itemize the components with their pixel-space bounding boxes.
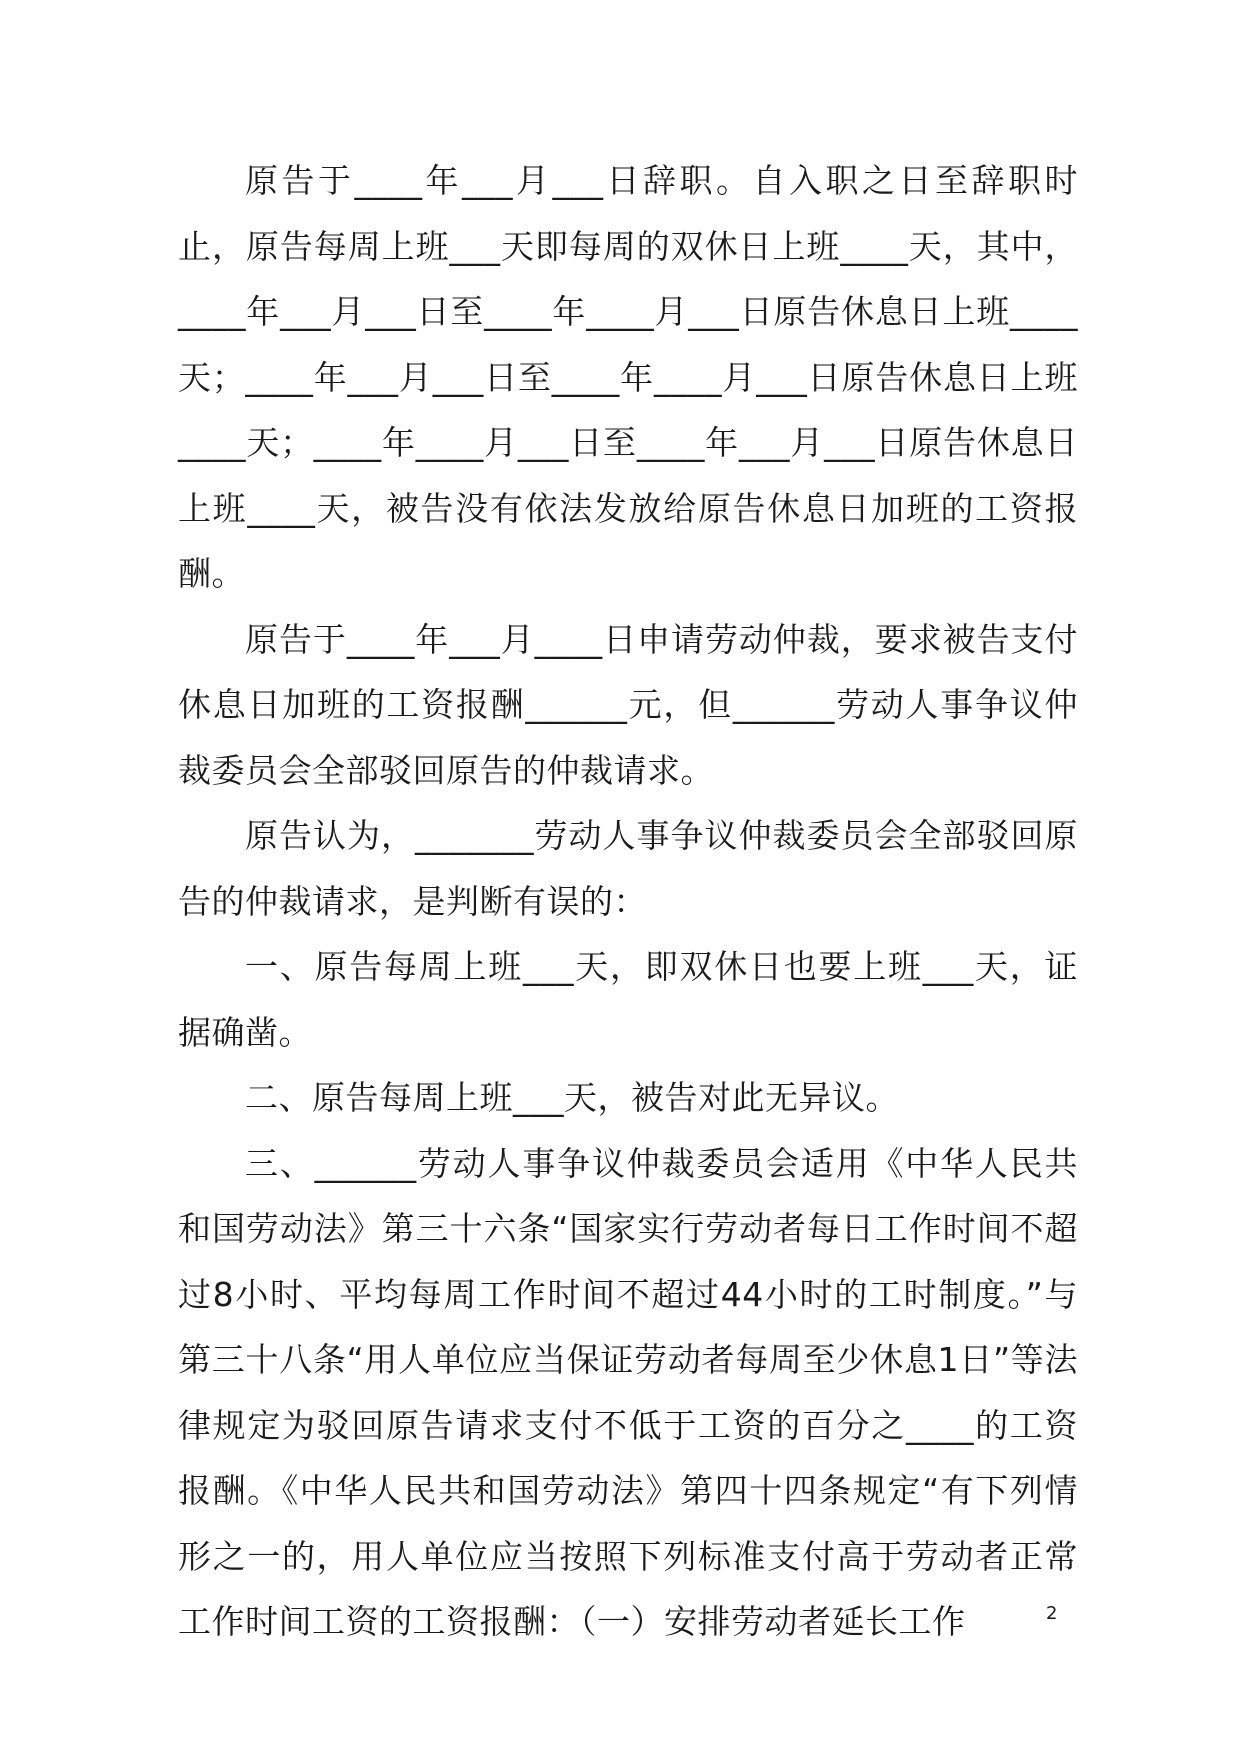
paragraph-arbitration-application: 原告于____年___月____日申请劳动仲裁，要求被告支付休息日加班的工资报酬______元，但______劳动人事争议仲裁委员会全部驳回原告的仲裁请求。: [178, 619, 1078, 790]
paragraph-point-three: 三、______劳动人事争议仲裁委员会适用《中华人民共和国劳动法》第三十六条“国家实行劳动者每日工作时间不超过8小时、平均每周工作时间不超过44小时的工时制度。”与第三十八条“用人单位应当保证劳动者每周至少休息1日”等法律规定为驳回原告请求支付不低于工资的百分之____的工资报酬。《中华人民共和国劳动法》第四十四条规定“有下列情形之一的，用人单位应当按照下列标准支付高于劳动者正常工作时间工资的工资报酬：（一）安排劳动者延长工作: [178, 1143, 1078, 1641]
paragraph-point-one: 一、原告每周上班___天，即双休日也要上班___天，证据确凿。: [178, 947, 1078, 1052]
paragraph-plaintiff-view: 原告认为，_______劳动人事争议仲裁委员会全部驳回原告的仲裁请求，是判断有误的：: [178, 816, 1078, 921]
paragraph-resignation: 原告于____年___月___日辞职。自入职之日至辞职时止，原告每周上班___天即每周的双休日上班____天，其中，____年___月___日至____年____月___日原告休息日上班____天；____年___月___日至____年____月___日原告休息日上班____天；____年____月___日至____年___月___日原告休息日上班____天，被告没有依法发放给原告休息日加班的工资报酬。: [178, 161, 1079, 593]
page-number: 2: [1046, 1603, 1058, 1624]
paragraph-point-two: 二、原告每周上班___天，被告对此无异议。: [245, 1078, 899, 1117]
document-body: [178, 148, 1078, 1655]
